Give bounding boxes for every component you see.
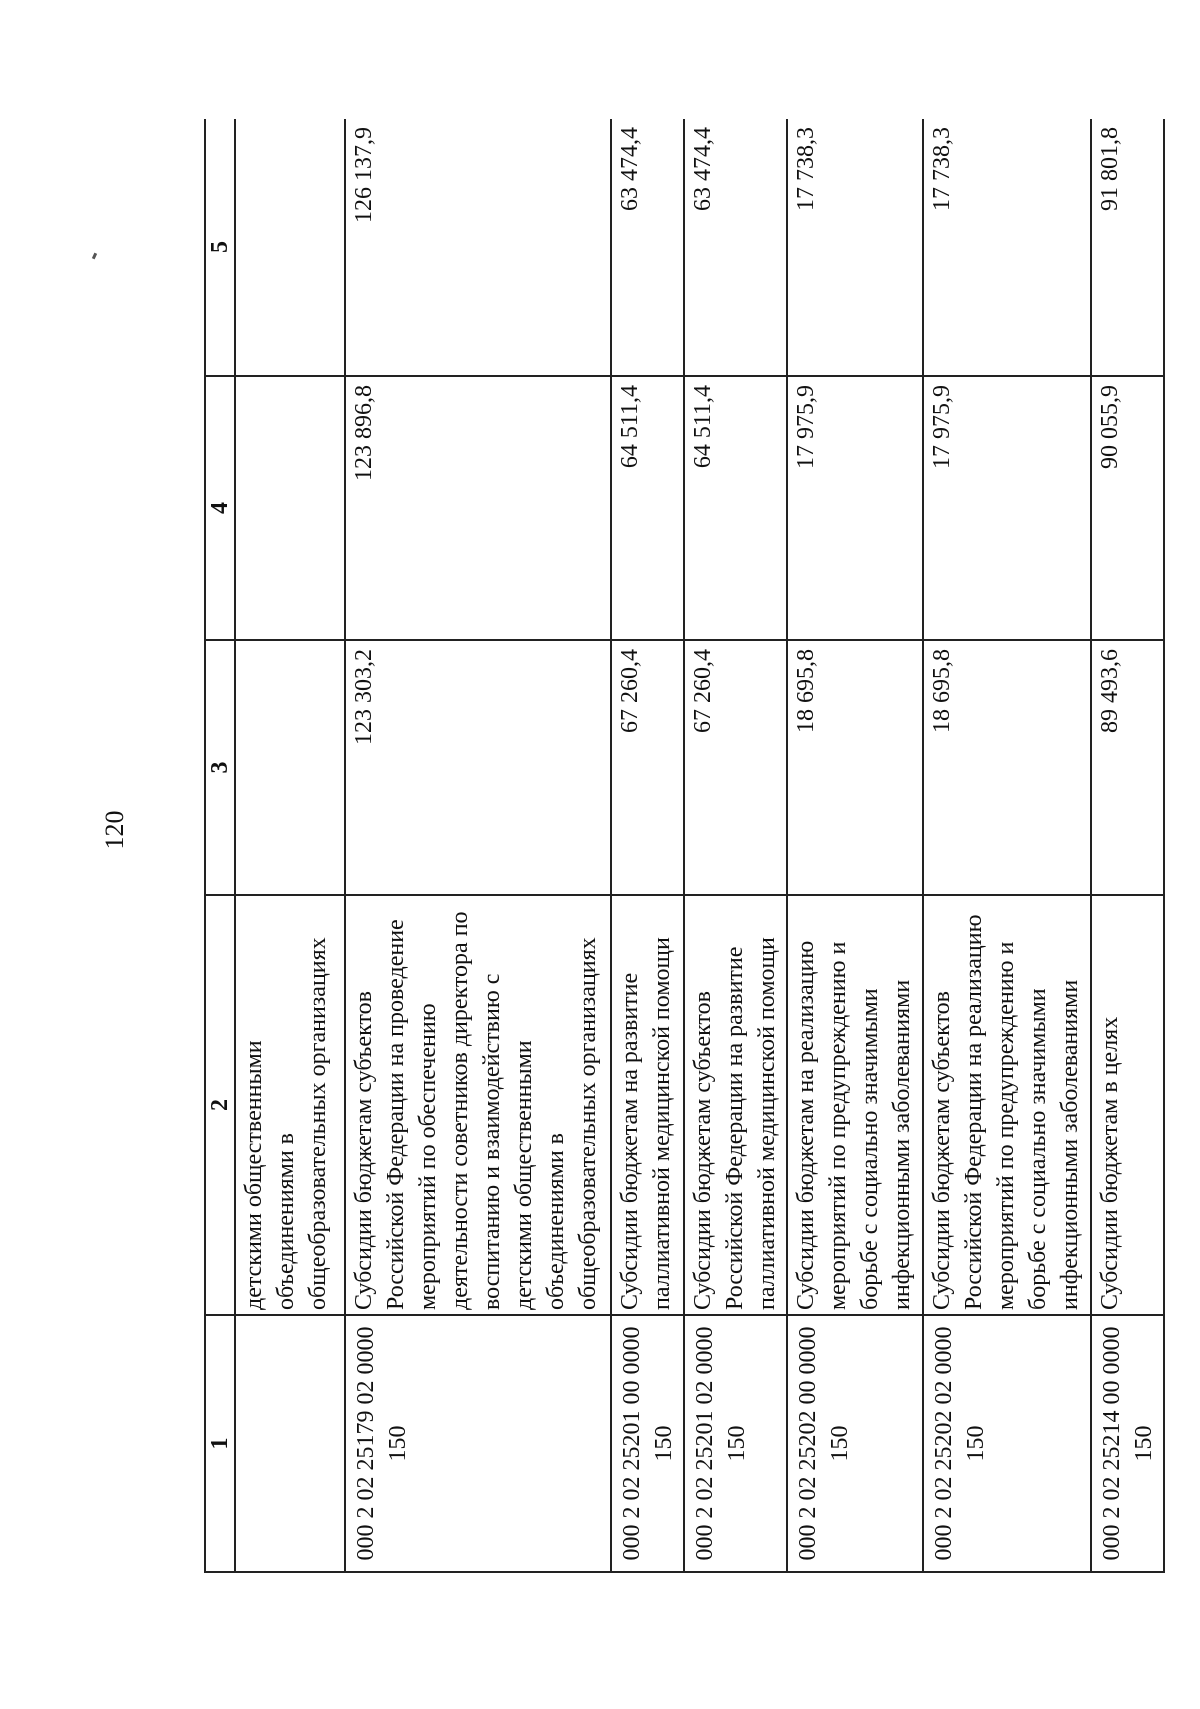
- row-value-col3: [235, 640, 345, 895]
- row-code: [235, 1315, 345, 1572]
- row-value-col3: 18 695,8: [923, 640, 1091, 895]
- row-name: детскими общественными объединениями в общеобразовательных организациях: [235, 895, 345, 1315]
- budget-table-rotated: [204, 119, 1165, 1573]
- row-value-col3: 67 260,4: [611, 640, 684, 895]
- budget-table: [204, 119, 1165, 1573]
- row-code: 000 2 02 25214 00 0000 150: [1091, 1315, 1164, 1572]
- table-row: [1091, 119, 1164, 1572]
- header-col-2: 2: [205, 895, 235, 1315]
- row-value-col5: [235, 119, 345, 376]
- row-value-col5: 63 474,4: [611, 119, 684, 376]
- row-value-col3: 18 695,8: [787, 640, 923, 895]
- row-value-col4: 17 975,9: [787, 376, 923, 640]
- row-value-col5: 91 801,8: [1091, 119, 1164, 376]
- header-row: [205, 119, 235, 1572]
- row-value-col4: 17 975,9: [923, 376, 1091, 640]
- table-row: [235, 119, 345, 1572]
- table-row: [923, 119, 1091, 1572]
- row-name: Субсидии бюджетам на развитие паллиативной медицинской помощи: [611, 895, 684, 1315]
- table-row: [611, 119, 684, 1572]
- row-value-col3: 67 260,4: [684, 640, 787, 895]
- header-col-1: 1: [205, 1315, 235, 1572]
- row-value-col5: 63 474,4: [684, 119, 787, 376]
- row-name: Субсидии бюджетам субъектов Российской Федерации на реализацию мероприятий по предупреждению и борьбе с социально значимыми инфекционными заболеваниями: [923, 895, 1091, 1315]
- table-row: [684, 119, 787, 1572]
- table-row: [787, 119, 923, 1572]
- row-value-col4: [235, 376, 345, 640]
- table-row: [345, 119, 610, 1572]
- row-value-col5: 126 137,9: [345, 119, 610, 376]
- row-value-col4: 64 511,4: [611, 376, 684, 640]
- row-code: 000 2 02 25202 00 0000 150: [787, 1315, 923, 1572]
- row-value-col5: 17 738,3: [787, 119, 923, 376]
- row-code: 000 2 02 25202 02 0000 150: [923, 1315, 1091, 1572]
- header-col-3: 3: [205, 640, 235, 895]
- row-code: 000 2 02 25179 02 0000 150: [345, 1315, 610, 1572]
- row-value-col3: 123 303,2: [345, 640, 610, 895]
- row-value-col4: 90 055,9: [1091, 376, 1164, 640]
- row-value-col5: 17 738,3: [923, 119, 1091, 376]
- row-name: Субсидии бюджетам субъектов Российской Федерации на проведение мероприятий по обеспечению деятельности советников директора по воспитанию и взаимодействию с детскими общественными объединениями в общеобразовательных организациях: [345, 895, 610, 1315]
- page-number: 120: [100, 810, 129, 850]
- budget-table-frame: [204, 119, 1165, 1573]
- scan-speck: [92, 253, 97, 260]
- row-code: 000 2 02 25201 02 0000 150: [684, 1315, 787, 1572]
- row-name: Субсидии бюджетам в целях: [1091, 895, 1164, 1315]
- row-value-col3: 89 493,6: [1091, 640, 1164, 895]
- row-name: Субсидии бюджетам субъектов Российской Федерации на развитие паллиативной медицинской помощи: [684, 895, 787, 1315]
- row-code: 000 2 02 25201 00 0000 150: [611, 1315, 684, 1572]
- row-name: Субсидии бюджетам на реализацию мероприятий по предупреждению и борьбе с социально значимыми инфекционными заболеваниями: [787, 895, 923, 1315]
- header-col-5: 5: [205, 119, 235, 376]
- header-col-4: 4: [205, 376, 235, 640]
- row-value-col4: 123 896,8: [345, 376, 610, 640]
- row-value-col4: 64 511,4: [684, 376, 787, 640]
